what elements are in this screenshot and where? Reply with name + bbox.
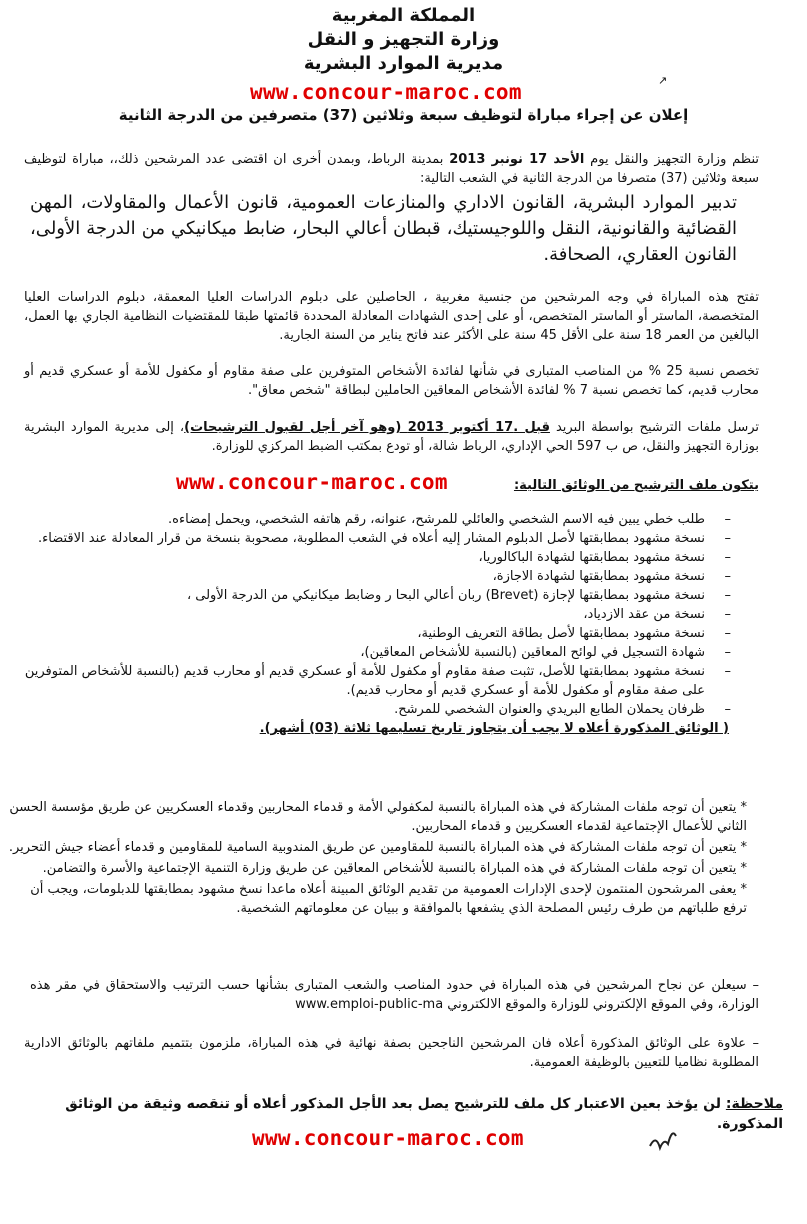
list-item: – نسخة من عقد الازدياد، — [583, 607, 731, 622]
submission-paragraph: ترسل ملفات الترشيح بواسطة البريد قبل .17 أكتوبر 2013 (وهو آخر أجل لقبول الترشيحات)، إلى مديرية الموارد البشرية بوزارة التجهيز والنقل، ص ب 597 الحي الإداري، الرباط شالة، أو تودع بمكتب الضبط المركزي للوزارة. — [24, 420, 760, 454]
validity-note: ( الوثائق المذكورة أعلاه لا يجب أن يتجاوز تاريخ تسليمها ثلاثة (03) أشهر). — [259, 721, 729, 736]
results-url: www.emploi-public-ma — [295, 997, 444, 1012]
note-veterans: * يتعين أن توجه ملفات المشاركة في هذه المباراة بالنسبة لمكفولي الأمة و قدماء المحاربين وقدماء العسكريين عن طريق مؤسسة الحسن الثاني للأعمال الإجتماعية لقدماء العسكريين و قدماء المحاربين. — [9, 800, 747, 834]
list-item: – نسخة مشهود بمطابقتها للأصل، تثبت صفة مقاوم أو مكفول للأمة أو عسكري قديم أو محارب قديم (بالنسبة للأشخاص المتوفرين على صفة مقاوم أو مكفول للأمة أو عسكري قديم أو محارب قديم). — [24, 664, 731, 698]
intro-paragraph: تنظم وزارة التجهيز والنقل يوم الأحد 17 نونبر 2013 بمدينة الرباط، وبمدن أخرى ان اقتضى عدد المرشحين ذلك،، مباراة لتوظيف سبعة وثلاثين (37) متصرفا من الدرجة الثانية في الشعب التالية: — [24, 152, 760, 186]
documents-list — [20, 510, 731, 738]
list-item: – نسخة مشهود بمطابقتها لأصل الدبلوم المشار إليه أعلاه في الشعب المطلوبة، مصحوبة بنسخة من قرار المعادلة عند الاقتضاء. — [38, 531, 731, 546]
special-notes — [6, 798, 747, 920]
list-item: – طلب خطي يبين فيه الاسم الشخصي والعائلي للمرشح، عنوانه، رقم هاتفه الشخصي، ويحمل إمضاءه. — [168, 512, 731, 527]
final-note: ملاحظة: لن يؤخذ بعين الاعتبار كل ملف للترشيح يصل بعد الأجل المذكور أعلاه أو تنقصه وثيقة من الوثائق المذكورة. — [65, 1096, 783, 1132]
signature-mark-icon — [646, 1124, 686, 1154]
list-item: – نسخة مشهود بمطابقتها لأصل بطاقة التعريف الوطنية، — [417, 626, 731, 641]
note-civil-servants: * يعفى المرشحون المنتمون لإحدى الإدارات العمومية من تقديم الوثائق المبينة أعلاه ماعدا نسخ مشهود بمطابقتها للدبلومات، ويجب أن ترفع طلباتهم من طرف رئيس المصلحة الذي يشفعها بالموافقة و ببيان عن معلوماتهم الشخصية. — [30, 882, 747, 916]
letterhead — [0, 4, 807, 76]
pen-mark-icon: ↗ — [658, 74, 668, 87]
list-item: – ظرفان يحملان الطابع البريدي والعنوان الشخصي للمرشح. — [394, 702, 731, 717]
watermark-top: www.concour-maroc.com — [250, 80, 522, 104]
note-resistance: * يتعين أن توجه ملفات المشاركة في هذه المباراة بالنسبة للمقاومين عن طريق المندوبية السامية للمقاومين و قدماء أعضاء جيش التحرير. — [8, 840, 747, 855]
letterhead-directorate: مديرية الموارد البشرية — [303, 53, 504, 74]
watermark-bottom: www.concour-maroc.com — [252, 1126, 524, 1150]
announcement-title: إعلان عن إجراء مباراة لتوظيف سبعة وثلاثين (37) متصرفين من الدرجة الثانية — [118, 106, 689, 124]
list-item: – شهادة التسجيل في لوائح المعاقين (بالنسبة للأشخاص المعاقين)، — [360, 645, 731, 660]
branches-list: تدبير الموارد البشرية، القانون الاداري والمنازعات العمومية، قانون الأعمال والمقاولات، المهن القضائية والقانونية، النقل واللوجيستيك، قبطان أعالي البحار، ضابط ميكانيكي من الدرجة الأولى، القانون العقاري، الصحافة. — [30, 192, 737, 265]
completion-paragraph: – علاوة على الوثائق المذكورة أعلاه فان المرشحين الناجحين بصفة نهائية في هذه المباراة، ملزمون بتتميم ملفاتهم بالوثائق الادارية المطلوبة نظاميا للتعيين بالوظيفة العمومية. — [24, 1036, 759, 1070]
eligibility-paragraph: تفتح هذه المباراة في وجه المرشحين من جنسية مغربية ، الحاصلين على دبلوم الدراسات العليا المعمقة، دبلوم الدراسات العليا المتخصصة، الماستر أو الماستر المتخصص، أو على إحدى الشهادات المعادلة المحددة قائمتها طبقا للمقتضيات النظامية الجاري بها العمل، البالغين من العمر 18 سنة على الأقل 45 سنة على الأكثر عند فاتح يناير من السنة الجارية. — [24, 290, 759, 343]
watermark-middle: www.concour-maroc.com — [176, 470, 448, 494]
exam-date: الأحد 17 نونبر 2013 — [449, 152, 585, 167]
list-item: – نسخة مشهود بمطابقتها لإجازة (Brevet) ربان أعالي البحا ر وضابط ميكانيكي من الدرجة الأولى ، — [186, 588, 731, 603]
results-paragraph: – سيعلن عن نجاح المرشحين في هذه المباراة في حدود المناصب والشعب المتبارى بشأنها حسب الترتيب والاستحقاق في مقر هذه الوزارة، وفي الموقع الإلكتروني للوزارة والموقع الالكتروني www.emploi-public-ma — [30, 978, 759, 1012]
letterhead-kingdom: المملكة المغربية — [331, 5, 476, 26]
quota-paragraph: تخصص نسبة 25 % من المناصب المتبارى في شأنها لفائدة الأشخاص المتوفرين على صفة مقاوم أو مكفول للأمة أو عسكري قديم أو محارب قديم، كما تخصص نسبة 7 % لفائدة الأشخاص المعاقين الحاملين لبطاقة "شخص معاق". — [24, 364, 759, 398]
list-item: – نسخة مشهود بمطابقتها لشهادة الاجازة، — [492, 569, 731, 584]
list-item: – نسخة مشهود بمطابقتها لشهادة الباكالوريا، — [478, 550, 731, 565]
deadline: قبل .17 أكتوبر 2013 (وهو آخر أجل لقبول الترشيحات) — [184, 420, 550, 435]
documents-heading: يتكون ملف الترشيح من الوثائق التالية: — [513, 478, 759, 493]
note-disabled: * يتعين أن توجه ملفات المشاركة في هذه المباراة بالنسبة للأشخاص المعاقين عن طريق وزارة التنمية الإجتماعية والأسرة والتضامن. — [42, 861, 747, 876]
letterhead-ministry: وزارة التجهيز و النقل — [307, 29, 500, 50]
